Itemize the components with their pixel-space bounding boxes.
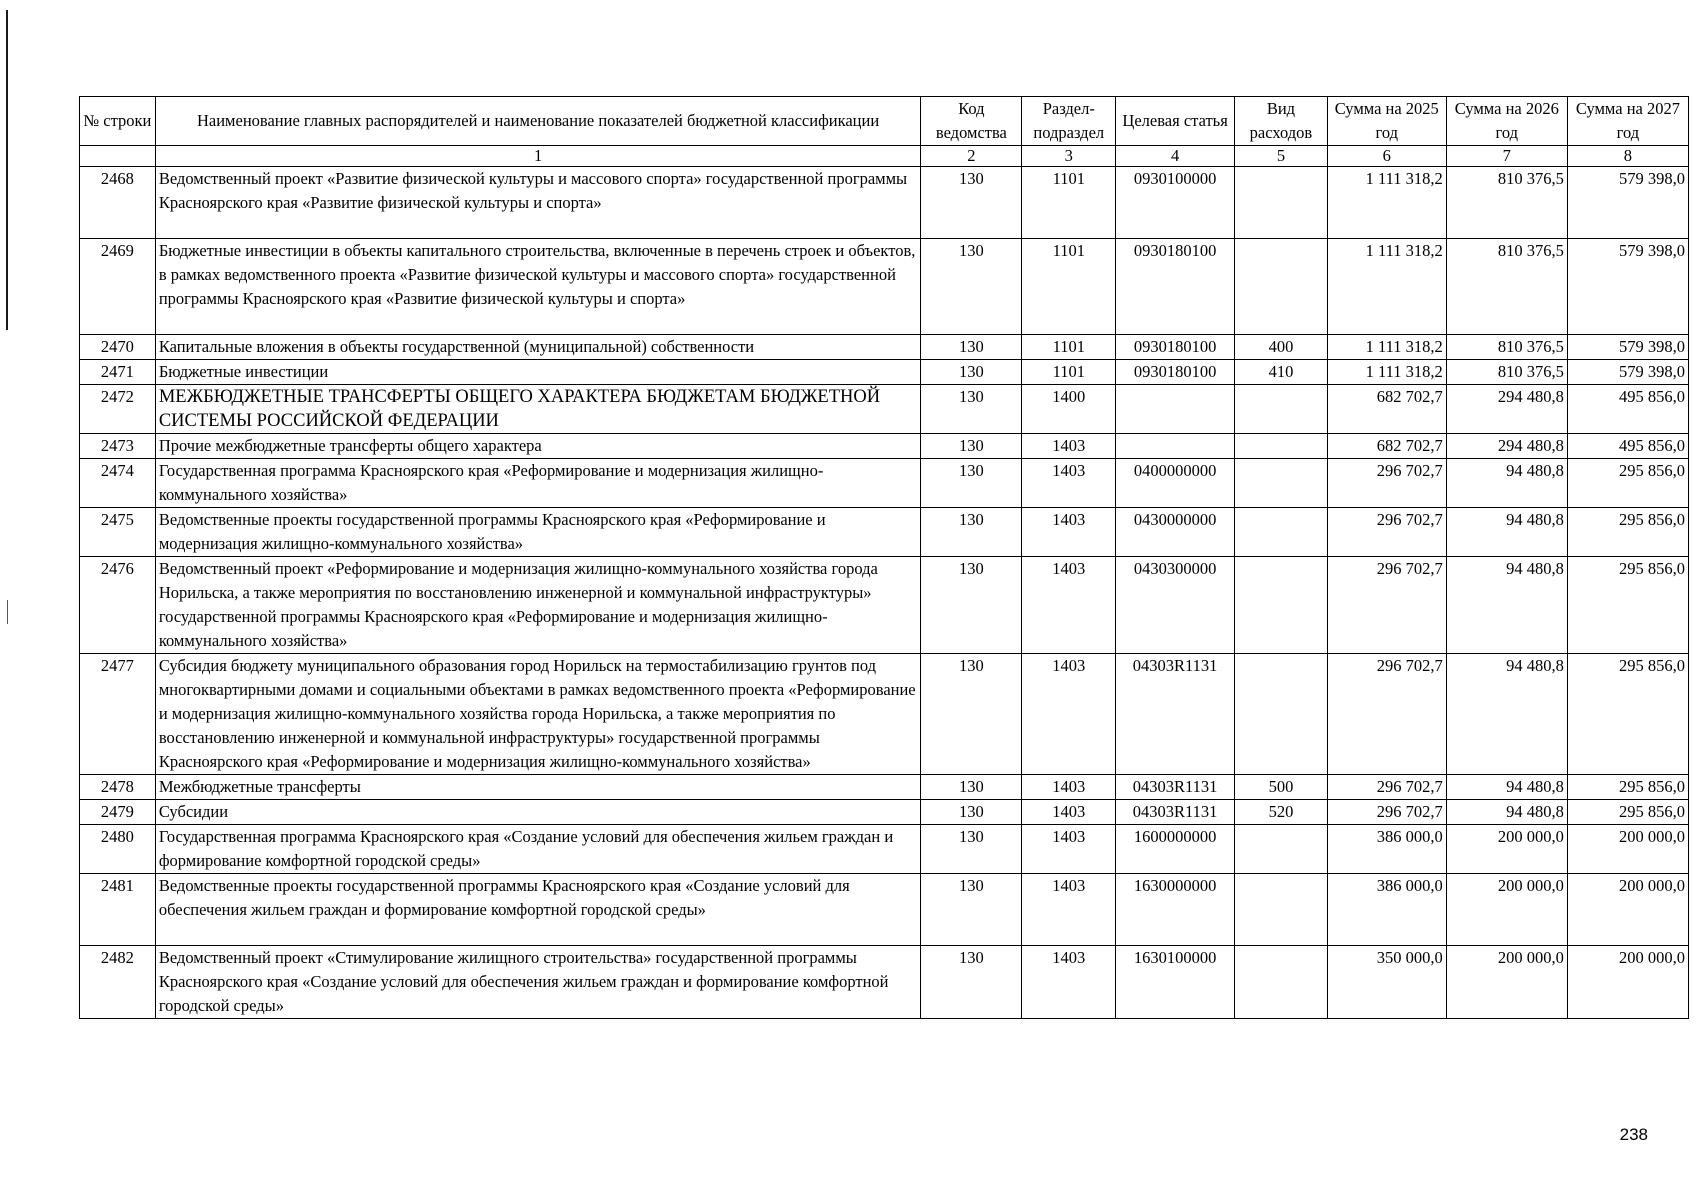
row-name: Субсидии	[155, 800, 921, 825]
row-sum-2025: 350 000,0	[1327, 946, 1446, 1019]
row-name: Ведомственные проекты государственной программы Красноярского края «Создание условий для обеспечения жильем граждан и формирование комфортной городской среды»	[155, 874, 921, 946]
table-row	[80, 825, 1689, 874]
row-sum-2026: 810 376,5	[1446, 167, 1567, 239]
row-section: 1400	[1022, 385, 1116, 434]
table-row	[80, 167, 1689, 239]
row-sum-2027: 495 856,0	[1567, 385, 1688, 434]
row-sum-2025: 296 702,7	[1327, 800, 1446, 825]
row-no: 2469	[80, 239, 156, 335]
row-sum-2026: 94 480,8	[1446, 800, 1567, 825]
row-sum-2025: 682 702,7	[1327, 434, 1446, 459]
table-row	[80, 800, 1689, 825]
row-no: 2471	[80, 360, 156, 385]
row-section: 1101	[1022, 335, 1116, 360]
row-type	[1235, 459, 1328, 508]
table-row	[80, 557, 1689, 654]
row-section: 1403	[1022, 434, 1116, 459]
row-sum-2026: 294 480,8	[1446, 434, 1567, 459]
row-sum-2025: 296 702,7	[1327, 557, 1446, 654]
row-no: 2474	[80, 459, 156, 508]
row-section: 1101	[1022, 167, 1116, 239]
row-sum-2026: 294 480,8	[1446, 385, 1567, 434]
row-sum-2026: 810 376,5	[1446, 360, 1567, 385]
row-type: 520	[1235, 800, 1328, 825]
row-article: 1630000000	[1116, 874, 1235, 946]
row-article: 0930100000	[1116, 167, 1235, 239]
row-name: Капитальные вложения в объекты государственной (муниципальной) собственности	[155, 335, 921, 360]
row-dept: 130	[921, 825, 1022, 874]
row-article: 0400000000	[1116, 459, 1235, 508]
page-number: 238	[1619, 1125, 1648, 1144]
table-row	[80, 775, 1689, 800]
row-section: 1403	[1022, 459, 1116, 508]
table-header-row	[80, 97, 1689, 146]
table-row	[80, 239, 1689, 335]
row-type	[1235, 508, 1328, 557]
row-no: 2481	[80, 874, 156, 946]
row-type	[1235, 434, 1328, 459]
row-type	[1235, 167, 1328, 239]
row-sum-2025: 1 111 318,2	[1327, 335, 1446, 360]
row-section: 1403	[1022, 508, 1116, 557]
row-sum-2025: 296 702,7	[1327, 459, 1446, 508]
row-article: 1630100000	[1116, 946, 1235, 1019]
row-no: 2480	[80, 825, 156, 874]
row-sum-2026: 94 480,8	[1446, 459, 1567, 508]
row-type: 400	[1235, 335, 1328, 360]
colnum-empty	[80, 146, 156, 167]
row-article: 0430000000	[1116, 508, 1235, 557]
row-sum-2025: 296 702,7	[1327, 508, 1446, 557]
row-dept: 130	[921, 385, 1022, 434]
row-type	[1235, 654, 1328, 775]
header-section: Раздел-подраздел	[1022, 97, 1116, 146]
row-no: 2478	[80, 775, 156, 800]
row-sum-2026: 200 000,0	[1446, 874, 1567, 946]
header-target-article: Целевая статья	[1116, 97, 1235, 146]
row-article: 0930180100	[1116, 335, 1235, 360]
row-type	[1235, 239, 1328, 335]
row-sum-2027: 579 398,0	[1567, 360, 1688, 385]
row-sum-2027: 579 398,0	[1567, 335, 1688, 360]
row-dept: 130	[921, 800, 1022, 825]
row-name: Государственная программа Красноярского края «Реформирование и модернизация жилищно-коммунального хозяйства»	[155, 459, 921, 508]
row-no: 2476	[80, 557, 156, 654]
header-sum-2027: Сумма на 2027 год	[1567, 97, 1688, 146]
row-dept: 130	[921, 167, 1022, 239]
row-section: 1403	[1022, 775, 1116, 800]
row-sum-2027: 200 000,0	[1567, 946, 1688, 1019]
row-name: МЕЖБЮДЖЕТНЫЕ ТРАНСФЕРТЫ ОБЩЕГО ХАРАКТЕРА БЮДЖЕТАМ БЮДЖЕТНОЙ СИСТЕМЫ РОССИЙСКОЙ ФЕДЕРАЦИИ	[155, 385, 921, 434]
row-dept: 130	[921, 557, 1022, 654]
colnum: 3	[1022, 146, 1116, 167]
row-no: 2468	[80, 167, 156, 239]
row-article	[1116, 434, 1235, 459]
colnum: 5	[1235, 146, 1328, 167]
row-type	[1235, 557, 1328, 654]
table-row	[80, 508, 1689, 557]
row-sum-2027: 295 856,0	[1567, 557, 1688, 654]
colnum: 6	[1327, 146, 1446, 167]
row-name: Ведомственные проекты государственной программы Красноярского края «Реформирование и модернизация жилищно-коммунального хозяйства»	[155, 508, 921, 557]
row-no: 2472	[80, 385, 156, 434]
table-row	[80, 360, 1689, 385]
row-article: 04303R1131	[1116, 654, 1235, 775]
table-row	[80, 946, 1689, 1019]
row-section: 1403	[1022, 654, 1116, 775]
row-sum-2027: 200 000,0	[1567, 825, 1688, 874]
table-row	[80, 385, 1689, 434]
row-article	[1116, 385, 1235, 434]
row-sum-2027: 295 856,0	[1567, 459, 1688, 508]
row-sum-2026: 200 000,0	[1446, 946, 1567, 1019]
row-section: 1403	[1022, 874, 1116, 946]
row-article: 1600000000	[1116, 825, 1235, 874]
row-dept: 130	[921, 946, 1022, 1019]
row-type	[1235, 825, 1328, 874]
row-sum-2027: 495 856,0	[1567, 434, 1688, 459]
row-sum-2026: 810 376,5	[1446, 239, 1567, 335]
row-no: 2479	[80, 800, 156, 825]
row-article: 0430300000	[1116, 557, 1235, 654]
row-section: 1403	[1022, 946, 1116, 1019]
row-sum-2026: 94 480,8	[1446, 775, 1567, 800]
row-sum-2025: 682 702,7	[1327, 385, 1446, 434]
colnum: 7	[1446, 146, 1567, 167]
colnum: 8	[1567, 146, 1688, 167]
row-type	[1235, 874, 1328, 946]
table-row	[80, 434, 1689, 459]
row-dept: 130	[921, 508, 1022, 557]
row-name: Бюджетные инвестиции	[155, 360, 921, 385]
row-no: 2482	[80, 946, 156, 1019]
row-dept: 130	[921, 360, 1022, 385]
row-section: 1101	[1022, 360, 1116, 385]
row-sum-2027: 295 856,0	[1567, 775, 1688, 800]
row-sum-2025: 296 702,7	[1327, 654, 1446, 775]
table-row	[80, 874, 1689, 946]
header-row-no: № строки	[80, 97, 156, 146]
scan-edge-line	[6, 10, 8, 330]
row-type	[1235, 385, 1328, 434]
row-sum-2026: 200 000,0	[1446, 825, 1567, 874]
row-sum-2026: 94 480,8	[1446, 654, 1567, 775]
row-article: 04303R1131	[1116, 800, 1235, 825]
row-dept: 130	[921, 335, 1022, 360]
header-dept-code: Код ведомства	[921, 97, 1022, 146]
scan-mark	[7, 600, 8, 624]
row-dept: 130	[921, 874, 1022, 946]
row-type	[1235, 946, 1328, 1019]
row-article: 0930180100	[1116, 360, 1235, 385]
row-sum-2026: 810 376,5	[1446, 335, 1567, 360]
header-expense-type: Вид расходов	[1235, 97, 1328, 146]
row-name: Государственная программа Красноярского края «Создание условий для обеспечения жильем граждан и формирование комфортной городской среды»	[155, 825, 921, 874]
budget-table	[79, 96, 1689, 1019]
row-name: Ведомственный проект «Стимулирование жилищного строительства» государственной программы Красноярского края «Создание условий для обеспечения жильем граждан и формирование комфортной городской среды»	[155, 946, 921, 1019]
row-sum-2027: 295 856,0	[1567, 654, 1688, 775]
row-article: 04303R1131	[1116, 775, 1235, 800]
row-no: 2473	[80, 434, 156, 459]
row-sum-2027: 579 398,0	[1567, 167, 1688, 239]
colnum: 4	[1116, 146, 1235, 167]
row-sum-2025: 386 000,0	[1327, 874, 1446, 946]
header-name: Наименование главных распорядителей и наименование показателей бюджетной классификации	[155, 97, 921, 146]
row-sum-2025: 1 111 318,2	[1327, 360, 1446, 385]
row-dept: 130	[921, 654, 1022, 775]
column-number-row	[80, 146, 1689, 167]
row-sum-2026: 94 480,8	[1446, 508, 1567, 557]
row-name: Субсидия бюджету муниципального образования город Норильск на термостабилизацию грунтов под многоквартирными домами и социальными объектами в рамках ведомственного проекта «Реформирование и модернизация жилищно-коммунального хозяйства города Норильска, а также мероприятия по восстановлению инженерной и коммунальной инфраструктуры» государственной программы Красноярского края «Реформирование и модернизация жилищно-коммунального хозяйства»	[155, 654, 921, 775]
row-section: 1403	[1022, 800, 1116, 825]
row-section: 1403	[1022, 557, 1116, 654]
table-row	[80, 459, 1689, 508]
row-sum-2027: 579 398,0	[1567, 239, 1688, 335]
row-name: Ведомственный проект «Реформирование и модернизация жилищно-коммунального хозяйства города Норильска, а также мероприятия по восстановлению инженерной и коммунальной инфраструктуры» государственной программы Красноярского края «Реформирование и модернизация жилищно-коммунального хозяйства»	[155, 557, 921, 654]
row-article: 0930180100	[1116, 239, 1235, 335]
row-dept: 130	[921, 459, 1022, 508]
row-sum-2027: 200 000,0	[1567, 874, 1688, 946]
row-sum-2027: 295 856,0	[1567, 508, 1688, 557]
row-dept: 130	[921, 775, 1022, 800]
row-name: Бюджетные инвестиции в объекты капитального строительства, включенные в перечень строек и объектов, в рамках ведомственного проекта «Развитие физической культуры и массового спорта» государственной программы Красноярского края «Развитие физической культуры и спорта»	[155, 239, 921, 335]
budget-sheet	[79, 96, 1689, 1019]
row-section: 1101	[1022, 239, 1116, 335]
row-dept: 130	[921, 239, 1022, 335]
row-no: 2477	[80, 654, 156, 775]
row-sum-2027: 295 856,0	[1567, 800, 1688, 825]
row-no: 2475	[80, 508, 156, 557]
header-sum-2026: Сумма на 2026 год	[1446, 97, 1567, 146]
row-name: Ведомственный проект «Развитие физической культуры и массового спорта» государственной программы Красноярского края «Развитие физической культуры и спорта»	[155, 167, 921, 239]
table-row	[80, 654, 1689, 775]
row-name: Прочие межбюджетные трансферты общего характера	[155, 434, 921, 459]
row-name: Межбюджетные трансферты	[155, 775, 921, 800]
colnum: 1	[155, 146, 921, 167]
colnum: 2	[921, 146, 1022, 167]
row-dept: 130	[921, 434, 1022, 459]
table-row	[80, 335, 1689, 360]
row-type: 500	[1235, 775, 1328, 800]
header-sum-2025: Сумма на 2025 год	[1327, 97, 1446, 146]
row-section: 1403	[1022, 825, 1116, 874]
row-sum-2025: 296 702,7	[1327, 775, 1446, 800]
row-sum-2026: 94 480,8	[1446, 557, 1567, 654]
row-sum-2025: 386 000,0	[1327, 825, 1446, 874]
row-sum-2025: 1 111 318,2	[1327, 167, 1446, 239]
row-type: 410	[1235, 360, 1328, 385]
row-no: 2470	[80, 335, 156, 360]
row-sum-2025: 1 111 318,2	[1327, 239, 1446, 335]
